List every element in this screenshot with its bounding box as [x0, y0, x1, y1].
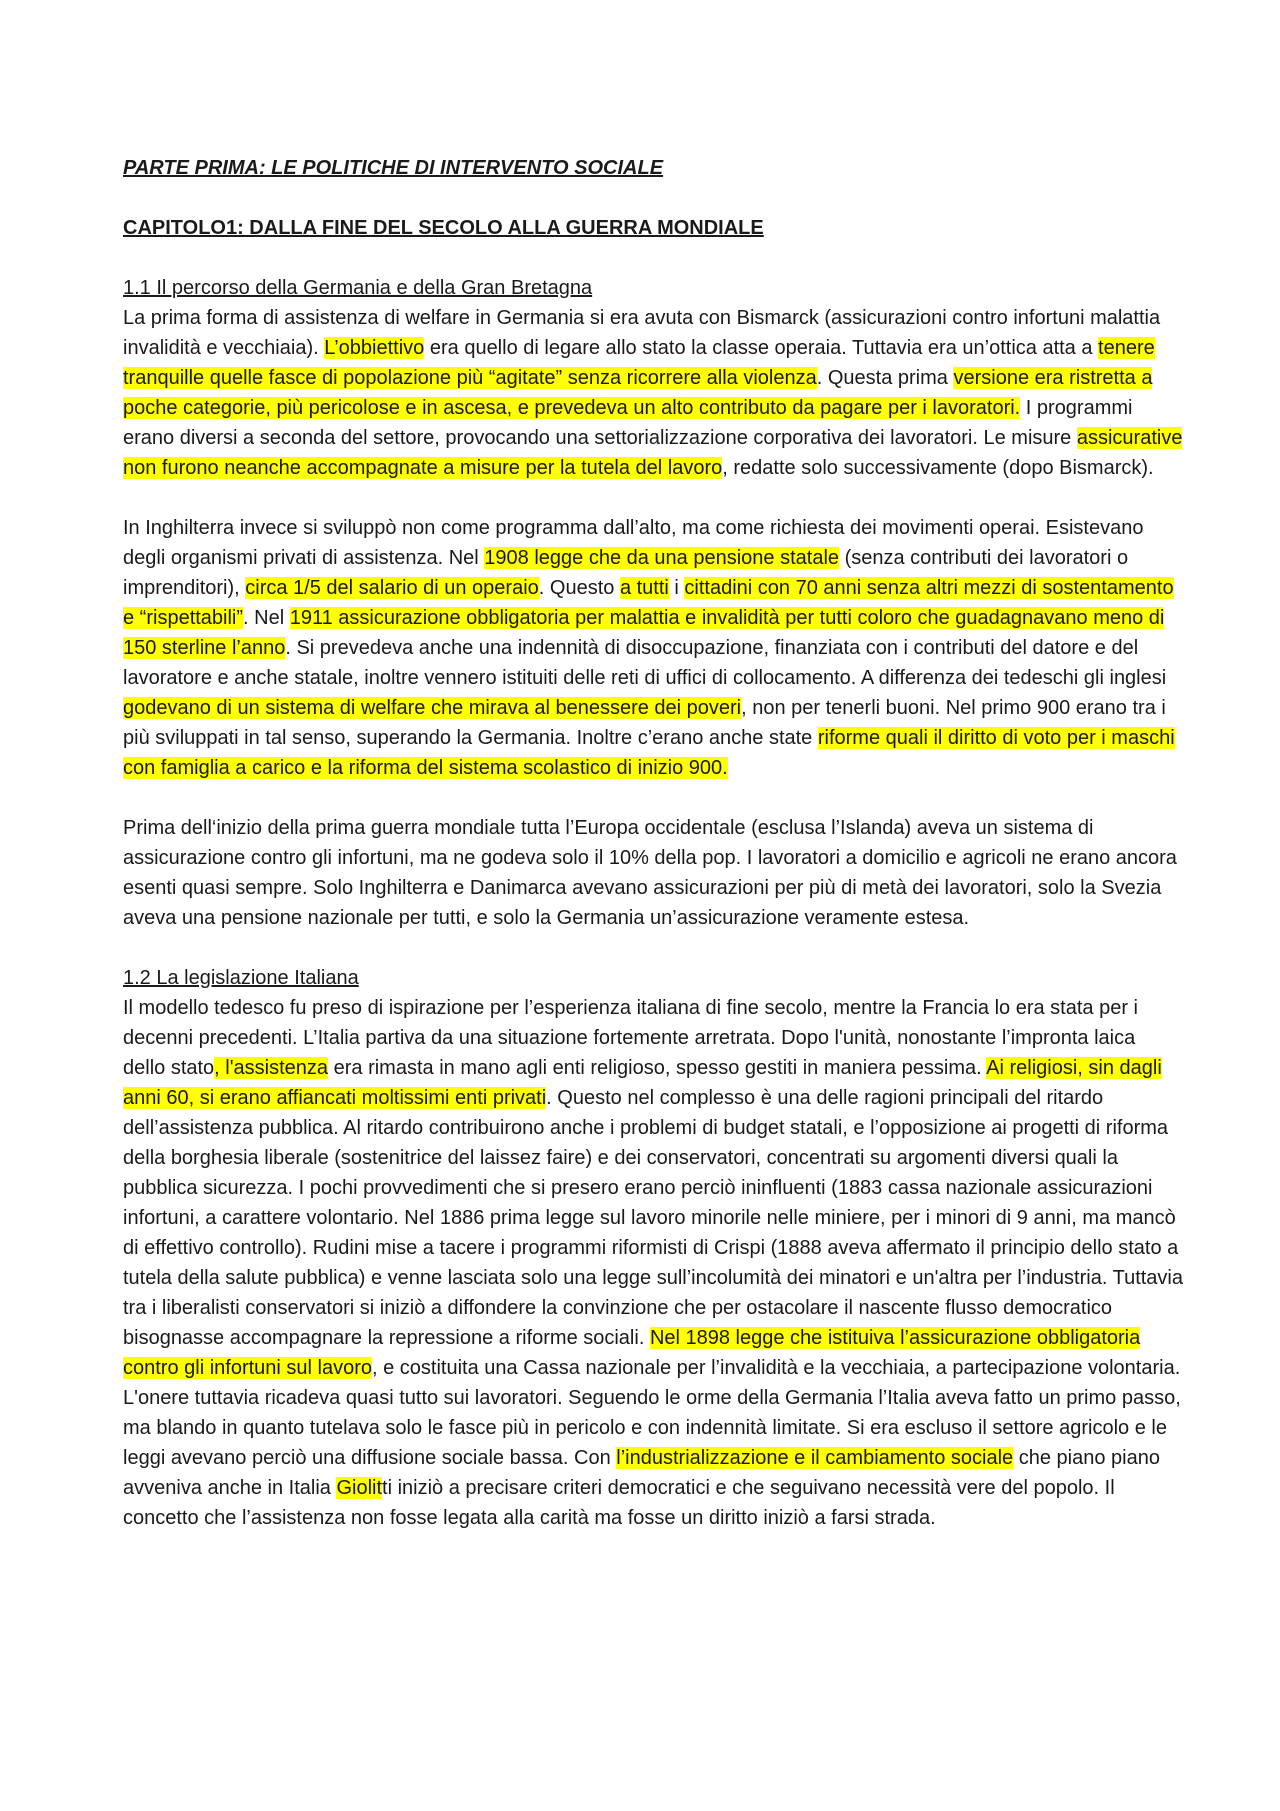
document-body	[123, 273, 1183, 1533]
highlighted-text: assicurative non furono neanche accompagnate a misure per la tutela del lavoro	[123, 427, 1183, 479]
highlighted-text: riforme quali il diritto di voto per i maschi con famiglia a carico e la riforma del sistema scolastico di inizio 900.	[123, 727, 1175, 779]
spacer	[123, 483, 1183, 513]
highlighted-text: Nel 1898 legge che istituiva l’assicurazione obbligatoria contro gli infortuni sul lavoro	[123, 1327, 1141, 1379]
text-run: . Questo nel complesso è una delle ragioni principali del ritardo dell’assistenza pubblica. Al ritardo contribuirono anche i problemi di budget statali, e l’opposizione ai progetti di riforma della borghesia liberale (sostenitrice del laissez faire) e dei conservatori, concentrati su argomenti diversi quali la pubblica sicurezza. I pochi provvedimenti che si presero erano perciò ininfluenti (1883 cassa nazionale assicurazioni infortuni, a carattere volontario. Nel 1886 prima legge sul lavoro minorile nelle miniere, per i minori di 9 anni, ma mancò di effettivo controllo). Rudini mise a tacere i programmi riformisti di Crispi (1888 aveva affermato il principio dello stato a tutela della salute pubblica) e venne lasciata solo una legge sull’incolumità dei minatori e un'altra per l’industria. Tuttavia tra i liberalisti conservatori si iniziò a diffondere la convinzione che per ostacolare il nascente flusso democratico bisognasse accompagnare la repressione a riforme sociali.	[123, 1087, 1183, 1349]
highlighted-text: a tutti	[619, 577, 669, 599]
text-run: che piano piano avveniva anche in Italia	[123, 1447, 1160, 1499]
highlighted-text: 1908 legge che da una pensione statale	[484, 547, 840, 569]
section-heading: 1.2 La legislazione Italiana	[123, 967, 359, 989]
highlighted-text: Ai religiosi, sin dagli anni 60, si erano affiancati moltissimi enti privati	[123, 1057, 1162, 1109]
highlighted-text: l’industrializzazione e il cambiamento sociale	[616, 1447, 1014, 1469]
text-run: , redatte solo successivamente (dopo Bismarck).	[722, 457, 1154, 479]
text-run: (senza contributi dei lavoratori o imprenditori),	[123, 547, 1129, 599]
highlighted-text: cittadini con 70 anni senza altri mezzi di sostentamento e “rispettabili”	[123, 577, 1174, 629]
text-run: . Nel	[243, 607, 290, 629]
text-run: , e costituita una Cassa nazionale per l’invalidità e la vecchiaia, a partecipazione volontaria. L'onere tuttavia ricadeva quasi tutto sui lavoratori. Seguendo le orme della Germania l’Italia aveva fatto un primo passo, ma blando in quanto tutelava solo le fasce più in pericolo e con indennità limitate. Si era escluso il settore agricolo e le leggi avevano perciò una diffusione sociale bassa. Con	[123, 1357, 1181, 1469]
paragraph	[123, 303, 1183, 483]
text-run: era quello di legare allo stato la classe operaia. Tuttavia era un’ottica atta a	[424, 337, 1099, 359]
highlighted-text: tenere tranquille quelle fasce di popolazione più “agitate” senza ricorrere alla violenza	[123, 337, 1155, 389]
text-run: . Questo	[538, 577, 620, 599]
part-title: PARTE PRIMA: LE POLITICHE DI INTERVENTO SOCIALE	[123, 157, 664, 179]
spacer	[123, 183, 1183, 213]
text-run: . Questa prima	[816, 367, 954, 389]
text-run: I programmi erano diversi a seconda del settore, provocando una settorializzazione corporativa dei lavoratori. Le misure	[123, 397, 1133, 449]
spacer	[123, 783, 1183, 813]
highlighted-text: L’obbiettivo	[324, 337, 425, 359]
spacer	[123, 243, 1183, 273]
paragraph	[123, 813, 1183, 933]
text-run: ti iniziò a precisare criteri democratici e che seguivano necessità vere del popolo. Il concetto che l’assistenza non fosse legata alla carità ma fosse un diritto iniziò a farsi strada.	[123, 1477, 1115, 1529]
chapter-title: CAPITOLO1: DALLA FINE DEL SECOLO ALLA GUERRA MONDIALE	[123, 217, 764, 239]
highlighted-text: circa 1/5 del salario di un operaio	[245, 577, 539, 599]
highlighted-text: 1911 assicurazione obbligatoria per malattia e invalidità per tutti coloro che guadagnavano meno di 150 sterline l’anno	[123, 607, 1165, 659]
section-heading: 1.1 Il percorso della Germania e della Gran Bretagna	[123, 277, 593, 299]
text-run: In Inghilterra invece si sviluppò non come programma dall’alto, ma come richiesta dei movimenti operai. Esistevano degli organismi privati di assistenza. Nel	[123, 517, 1144, 569]
text-run: La prima forma di assistenza di welfare in Germania si era avuta con Bismarck (assicurazioni contro infortuni malattia invalidità e vecchiaia).	[123, 307, 1161, 359]
text-run: . Si prevedeva anche una indennità di disoccupazione, finanziata con i contributi del datore e del lavoratore e anche statale, inoltre vennero istituiti delle reti di uffici di collocamento. A differenza dei tedeschi gli inglesi	[123, 637, 1167, 689]
text-run: Il modello tedesco fu preso di ispirazione per l’esperienza italiana di fine secolo, mentre la Francia lo era stata per i decenni precedenti. L’Italia partiva da una situazione fortemente arretrata. Dopo l'unità, nonostante l’impronta laica dello stato	[123, 997, 1138, 1079]
text-run: , non per tenerli buoni. Nel primo 900 erano tra i più sviluppati in tal senso, superando la Germania. Inoltre c’erano anche state	[123, 697, 1166, 749]
highlighted-text: versione era ristretta a poche categorie, più pericolose e in ascesa, e prevedeva un alto contributo da pagare per i lavoratori.	[123, 367, 1153, 419]
paragraph	[123, 513, 1183, 783]
highlighted-text: , l'assistenza	[214, 1057, 329, 1079]
spacer	[123, 933, 1183, 963]
text-run: Prima dell‘inizio della prima guerra mondiale tutta l’Europa occidentale (esclusa l’Islanda) aveva un sistema di assicurazione contro gli infortuni, ma ne godeva solo il 10% della pop. I lavoratori a domicilio e agricoli ne erano ancora esenti quasi sempre. Solo Inghilterra e Danimarca avevano assicurazioni per più di metà dei lavoratori, solo la Svezia aveva una pensione nazionale per tutti, e solo la Germania un’assicurazione veramente estesa.	[123, 817, 1177, 929]
text-run: i	[668, 577, 685, 599]
paragraph	[123, 993, 1183, 1533]
text-run: era rimasta in mano agli enti religioso, spesso gestiti in maniera pessima.	[328, 1057, 987, 1079]
highlighted-text: godevano di un sistema di welfare che mirava al benessere dei poveri	[123, 697, 742, 719]
highlighted-text: Giolit	[336, 1477, 383, 1499]
document-page	[123, 153, 1183, 1533]
